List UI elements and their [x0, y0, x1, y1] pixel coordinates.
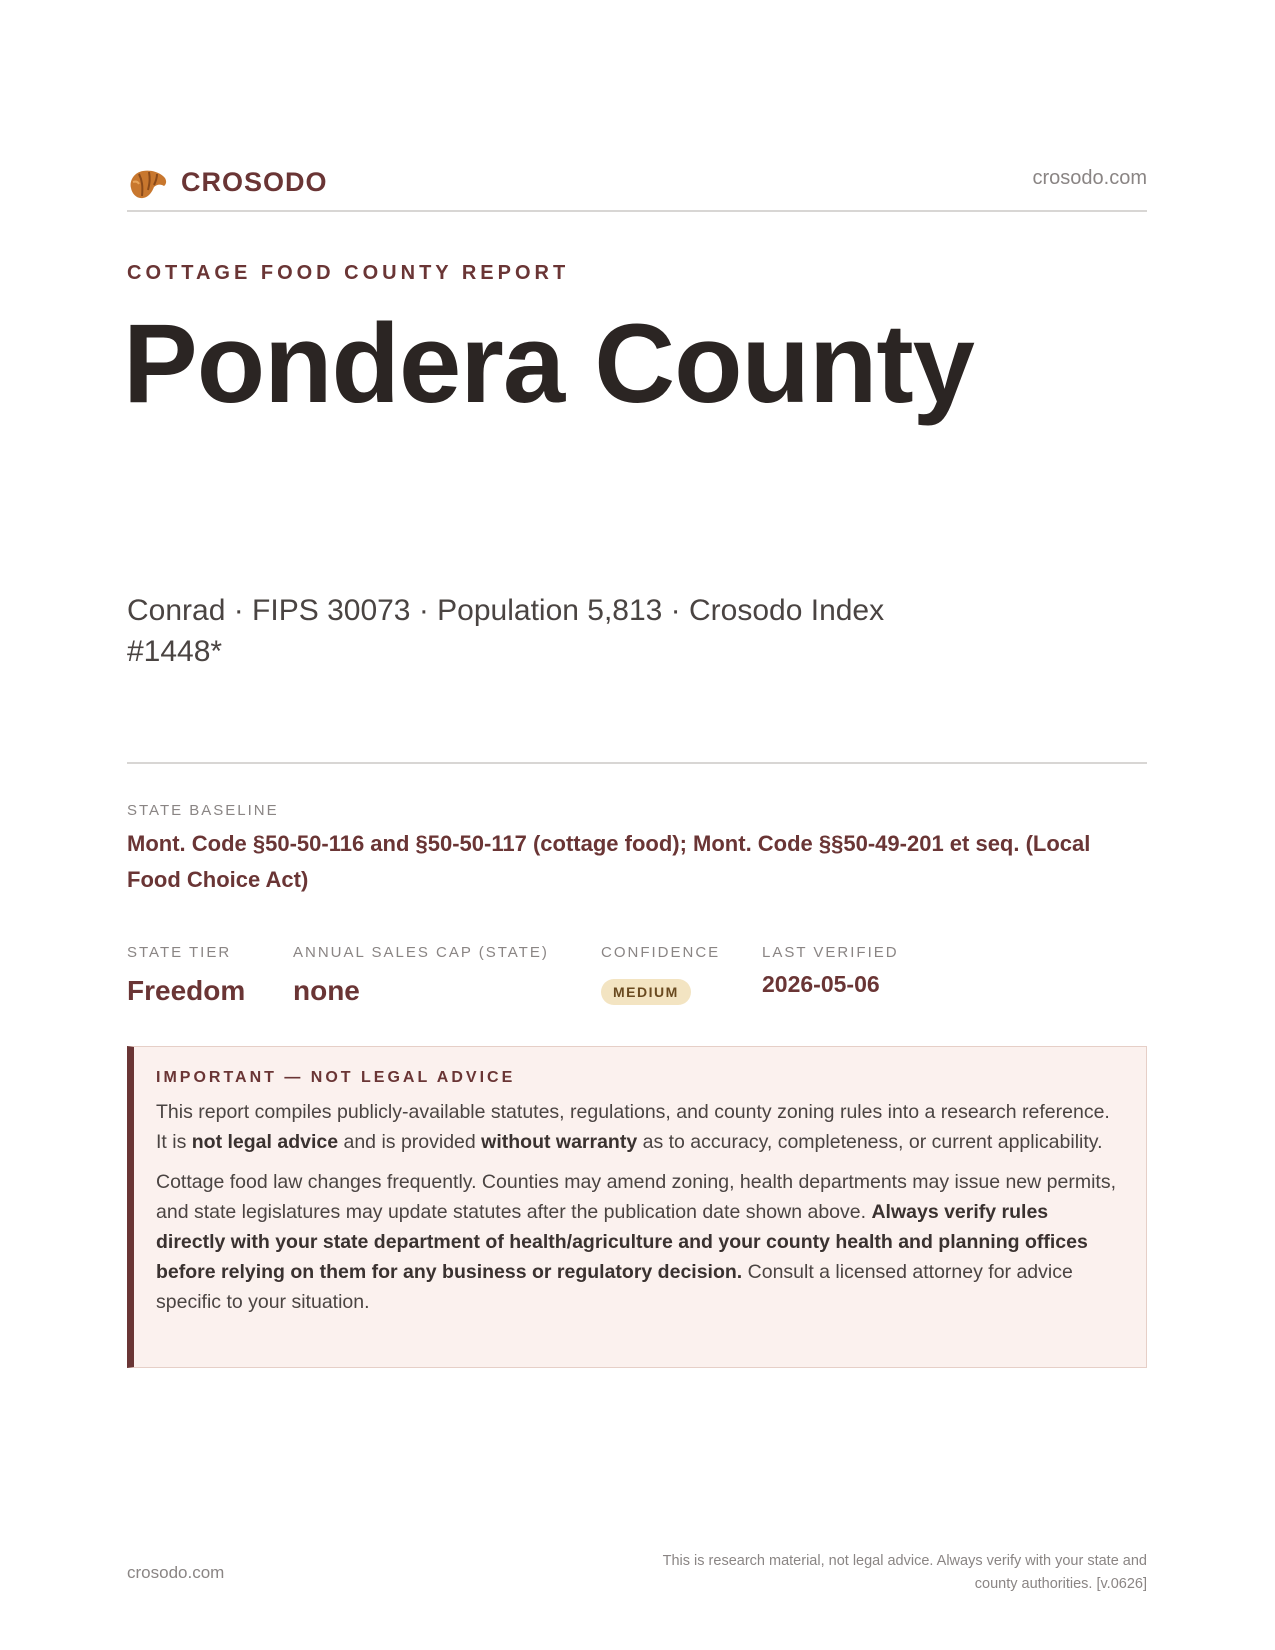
- baseline-citation: Mont. Code §50-50-116 and §50-50-117 (cottage food); Mont. Code §§50-49-201 et seq. (Local Food Choice Act): [127, 831, 1091, 892]
- stat-last-verified: [762, 944, 899, 998]
- stat-label: LAST VERIFIED: [762, 944, 899, 961]
- page-title: Pondera County: [123, 301, 974, 426]
- stat-label: CONFIDENCE: [601, 944, 721, 961]
- footer-url[interactable]: crosodo.com: [127, 1563, 225, 1582]
- stat-label: ANNUAL SALES CAP (STATE): [293, 944, 549, 961]
- brand: [127, 162, 328, 202]
- notice-title: IMPORTANT — NOT LEGAL ADVICE: [156, 1069, 516, 1086]
- report-page: [123, 0, 1147, 1650]
- stat-sales-cap: [293, 944, 549, 1007]
- stats-row: [127, 944, 1147, 1024]
- site-url[interactable]: crosodo.com: [1032, 167, 1147, 189]
- notice-paragraph: This report compiles publicly-available statutes, regulations, and county zoning rules into a research reference. It is not legal advice and is provided without warranty as to accuracy, completeness, or current applicability.: [156, 1101, 1110, 1153]
- stat-value: Freedom: [127, 975, 246, 1006]
- confidence-badge: MEDIUM: [601, 979, 691, 1005]
- report-eyebrow: COTTAGE FOOD COUNTY REPORT: [127, 262, 570, 284]
- stat-label: STATE TIER: [127, 944, 232, 961]
- footer-disclaimer: This is research material, not legal advice. Always verify with your state and county authorities. [v.0626]: [662, 1553, 1147, 1592]
- brand-name: CROSODO: [181, 166, 328, 197]
- stat-state-tier: [127, 944, 245, 1007]
- croissant-icon: [127, 162, 169, 202]
- stat-value: none: [293, 975, 360, 1006]
- report-subtitle: Conrad · FIPS 30073 · Population 5,813 · Crosodo Index #1448*: [127, 594, 885, 668]
- stat-value: 2026-05-06: [762, 971, 880, 997]
- divider: [127, 762, 1147, 764]
- notice-paragraph: Cottage food law changes frequently. Counties may amend zoning, health departments may issue new permits, and state legislatures may update statutes after the publication date shown above. Always verify rules directly with your state department of health/agriculture and your county health and planning offices before relying on them for any business or regulatory decision. Consult a licensed attorney for advice specific to your situation.: [156, 1171, 1116, 1313]
- baseline-label: STATE BASELINE: [127, 802, 279, 819]
- legal-notice: [127, 1046, 1147, 1368]
- stat-confidence: [601, 944, 720, 1005]
- page-header: [127, 158, 1147, 212]
